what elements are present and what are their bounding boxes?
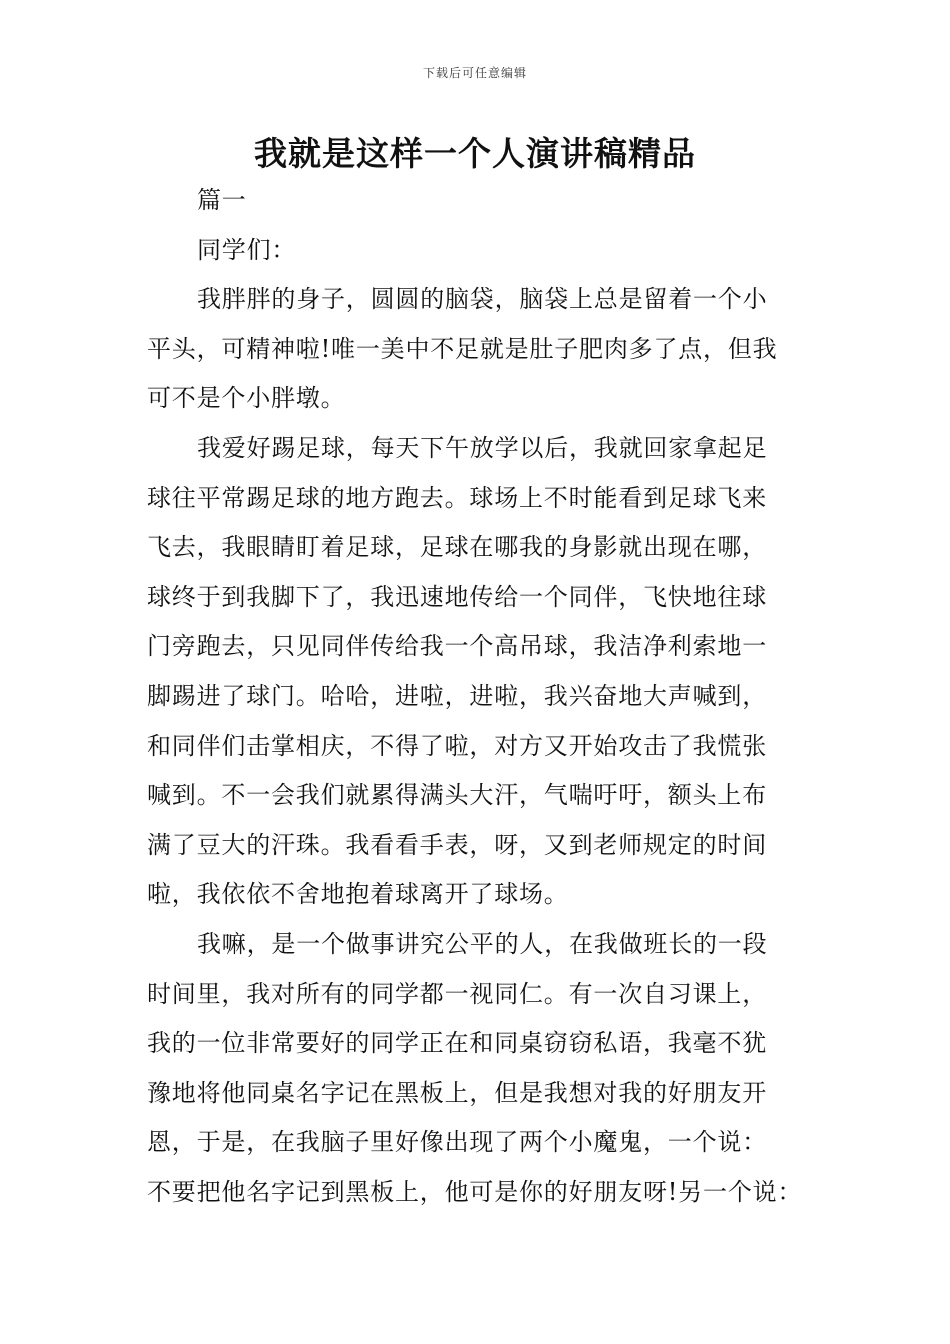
text-line: 豫地将他同桌名字记在黑板上，但是我想对我的好朋友开 xyxy=(147,1078,767,1107)
text-line: 啦，我依依不舍地抱着球离开了球场。 xyxy=(147,880,569,909)
text-line: 飞去，我眼睛盯着足球，足球在哪我的身影就出现在哪， xyxy=(147,533,767,562)
text-line: 球终于到我脚下了，我迅速地传给一个同伴，飞快地往球 xyxy=(147,582,767,611)
text-line: 恩，于是，在我脑子里好像出现了两个小魔鬼，一个说： xyxy=(147,1128,767,1157)
header-note: 下载后可任意编辑 xyxy=(422,66,527,80)
text-line: 篇一 xyxy=(197,186,247,214)
paragraph xyxy=(147,424,812,920)
text-line: 喊到。不一会我们就累得满头大汗，气喘吁吁，额头上布 xyxy=(147,781,767,810)
paragraph xyxy=(147,275,812,424)
text-line: 满了豆大的汗珠。我看看手表，呀，又到老师规定的时间 xyxy=(147,830,767,859)
paragraph xyxy=(147,226,812,276)
text-line: 我爱好踢足球，每天下午放学以后，我就回家拿起足 xyxy=(197,433,768,462)
paragraph xyxy=(147,920,812,1218)
text-line: 我的一位非常要好的同学正在和同桌窃窃私语，我毫不犹 xyxy=(147,1029,767,1058)
paragraph xyxy=(147,176,812,226)
text-line: 时间里，我对所有的同学都一视同仁。有一次自习课上， xyxy=(147,979,767,1008)
document-body xyxy=(147,176,812,1217)
text-line: 可不是个小胖墩。 xyxy=(147,384,346,413)
text-line: 平头，可精神啦!唯一美中不足就是肚子肥肉多了点，但我 xyxy=(147,334,778,363)
text-line: 我嘛，是一个做事讲究公平的人，在我做班长的一段 xyxy=(197,929,768,958)
text-line: 不要把他名字记到黑板上，他可是你的好朋友呀!另一个说： xyxy=(147,1177,803,1206)
text-line: 我胖胖的身子，圆圆的脑袋，脑袋上总是留着一个小 xyxy=(197,285,768,314)
text-line: 脚踢进了球门。哈哈，进啦，进啦，我兴奋地大声喊到， xyxy=(147,681,767,710)
text-line: 和同伴们击掌相庆，不得了啦，对方又开始攻击了我慌张 xyxy=(147,731,767,760)
text-line: 同学们： xyxy=(197,235,297,264)
document-title: 我就是这样一个人演讲稿精品 xyxy=(254,134,696,173)
text-line: 球往平常踢足球的地方跑去。球场上不时能看到足球飞来 xyxy=(147,483,767,512)
text-line: 门旁跑去，只见同伴传给我一个高吊球，我洁净利索地一 xyxy=(147,632,767,661)
